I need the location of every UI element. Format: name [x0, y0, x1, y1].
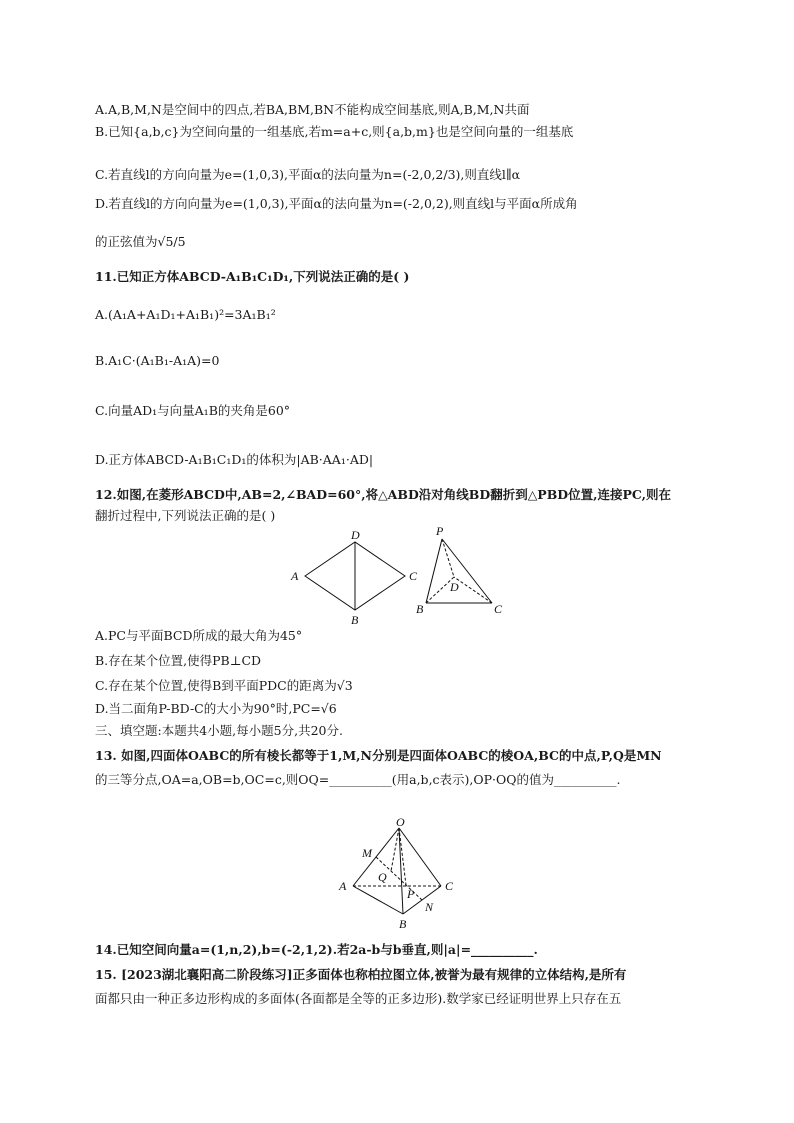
tetra-label-m: M: [362, 846, 372, 860]
question-13-cont: 的三等分点,OA=a,OB=b,OC=c,则OQ=__________(用a,b,c表示),OP·OQ的值为__________.: [95, 772, 621, 787]
rhombus-label-b: B: [351, 613, 359, 627]
option-12b: B.存在某个位置,使得PB⊥CD: [95, 653, 262, 668]
option-10a: A.A,B,M,N是空间中的四点,若BA,BM,BN不能构成空间基底,则A,B,M,N共面: [95, 102, 530, 117]
option-10d-cont: 的正弦值为√5/5: [95, 234, 186, 249]
rhombus-label-d: D: [351, 528, 360, 542]
option-12d: D.当二面角P-BD-C的大小为90°时,PC=√6: [95, 701, 337, 716]
tetra-label-b: B: [399, 917, 407, 931]
question-14: 14.已知空间向量a=(1,n,2),b=(-2,1,2).若2a-b与b垂直,则|a|=__________.: [95, 942, 538, 957]
question-12-cont: 翻折过程中,下列说法正确的是( ): [95, 508, 276, 523]
option-11b: B.A₁C·(A₁B₁-A₁A)=0: [95, 353, 220, 368]
folded-label-p: P: [436, 524, 444, 538]
tetra-label-p: P: [407, 887, 415, 901]
option-11c: C.向量AD₁与向量A₁B的夹角是60°: [95, 403, 291, 418]
question-12: 12.如图,在菱形ABCD中,AB=2,∠BAD=60°,将△ABD沿对角线BD翻折到△PBD位置,连接PC,则在: [95, 487, 671, 502]
option-10c: C.若直线l的方向向量为e=(1,0,3),平面α的法向量为n=(-2,0,2/3),则直线l∥α: [95, 167, 521, 182]
tetra-label-c: C: [445, 879, 454, 893]
option-10d: D.若直线l的方向向量为e=(1,0,3),平面α的法向量为n=(-2,0,2),则直线l与平面α所成角: [95, 196, 578, 211]
rhombus-label-a: A: [291, 569, 299, 583]
option-12c: C.存在某个位置,使得B到平面PDC的距离为√3: [95, 678, 353, 693]
folded-label-c: C: [494, 602, 503, 616]
section-three-heading: 三、填空题:本题共4小题,每小题5分,共20分.: [95, 723, 343, 738]
option-10b: B.已知{a,b,c}为空间向量的一组基底,若m=a+c,则{a,b,m}也是空间向量的一组基底: [95, 124, 574, 139]
rhombus-label-c: C: [409, 569, 418, 583]
tetra-label-n: N: [425, 900, 434, 914]
folded-label-b: B: [416, 602, 424, 616]
tetra-label-a: A: [339, 879, 347, 893]
tetrahedron-figure: [335, 815, 465, 931]
option-11d: D.正方体ABCD-A₁B₁C₁D₁的体积为|AB·AA₁·AD|: [95, 452, 374, 467]
folded-label-d: D: [450, 580, 459, 594]
question-11: 11.已知正方体ABCD-A₁B₁C₁D₁,下列说法正确的是( ): [95, 269, 410, 284]
question-15-cont: 面都只由一种正多边形构成的多面体(各面都是全等的正多边形).数学家已经证明世界上只存在五: [95, 991, 622, 1006]
question-15: 15. [2023湖北襄阳高二阶段练习]正多面体也称柏拉图立体,被誉为最有规律的立体结构,是所有: [95, 967, 627, 982]
folded-figure: [410, 525, 520, 615]
option-12a: A.PC与平面BCD所成的最大角为45°: [95, 628, 303, 643]
tetra-label-o: O: [396, 815, 405, 829]
option-11a: A.(A₁A+A₁D₁+A₁B₁)²=3A₁B₁²: [95, 307, 276, 322]
question-13: 13. 如图,四面体OABC的所有棱长都等于1,M,N分别是四面体OABC的棱OA,BC的中点,P,Q是MN: [95, 748, 662, 763]
tetra-label-q: Q: [378, 870, 387, 884]
